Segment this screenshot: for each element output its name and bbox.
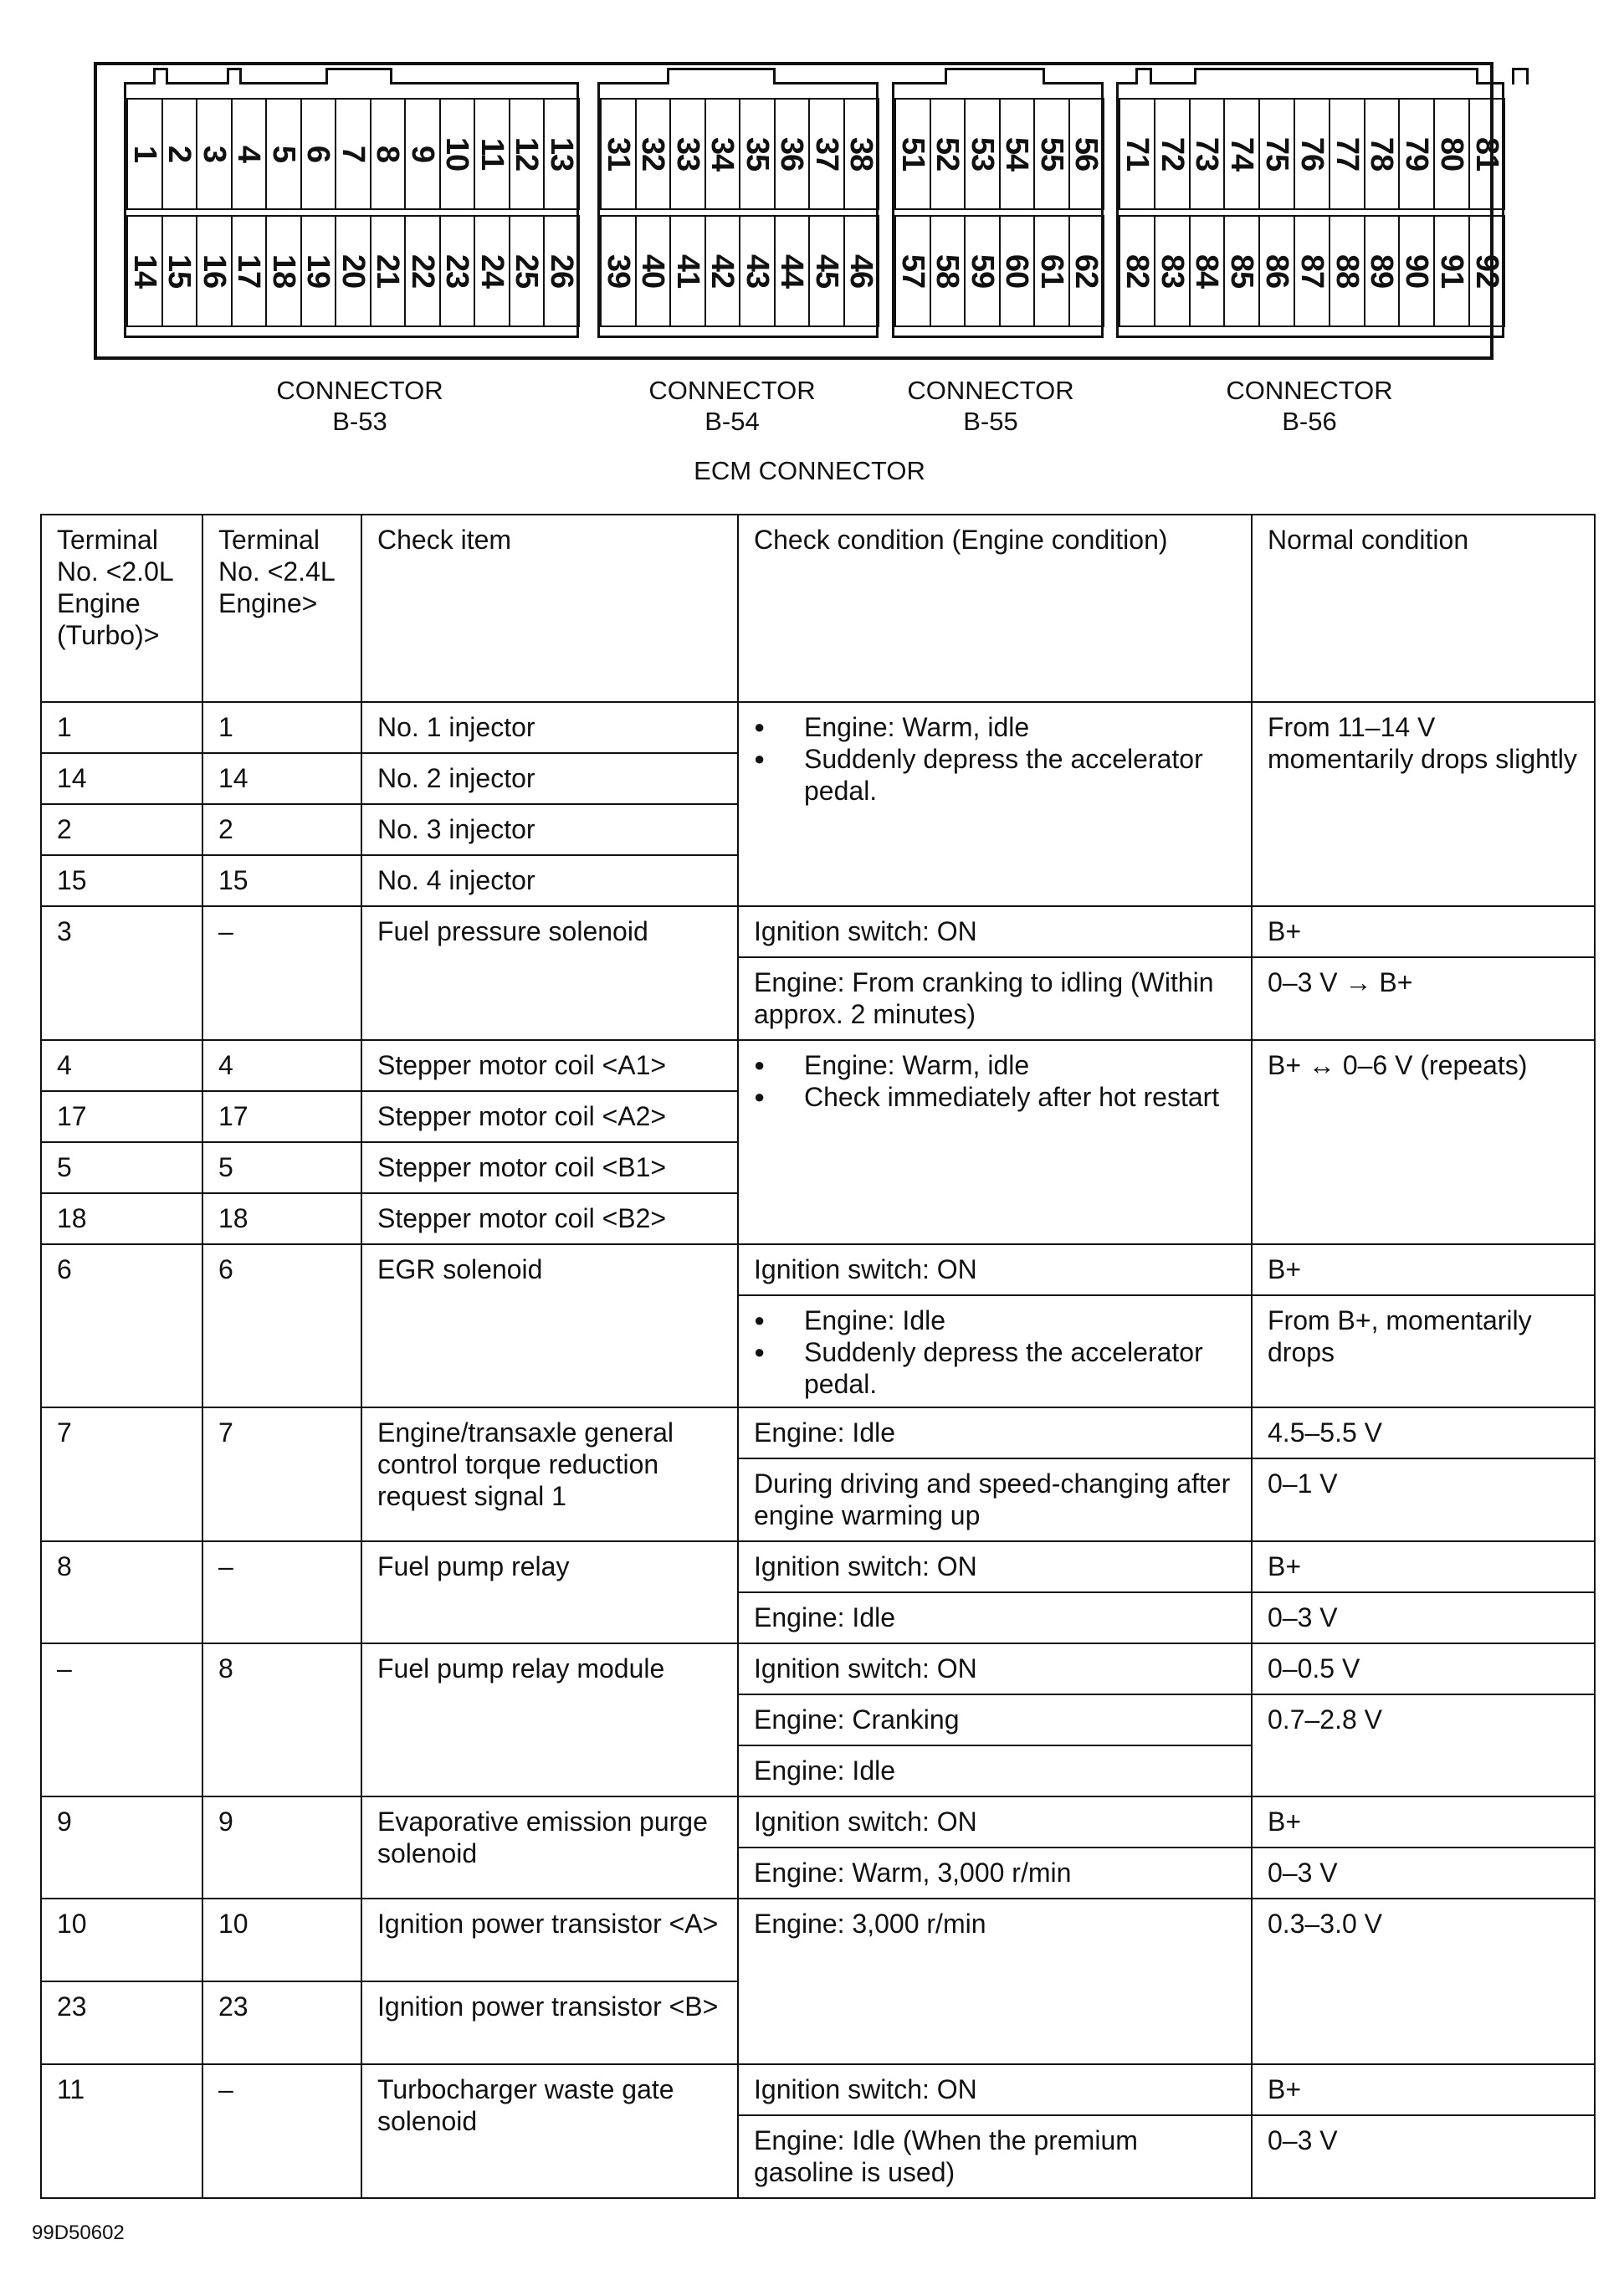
connector-pin — [474, 215, 510, 327]
table-row: Engine: Idle — [41, 1745, 1595, 1796]
connector-b53 — [124, 82, 579, 338]
table-row: Engine: Idle 0–3 V — [41, 1592, 1595, 1643]
connector-pin-number: 23 — [439, 254, 475, 289]
table-row: Engine: Cranking 0.7–2.8 V — [41, 1694, 1595, 1745]
connector-pin-number: 87 — [1294, 254, 1330, 289]
connector-pin-number: 56 — [1068, 136, 1104, 172]
table-row: 4 4 Stepper motor coil <A1> ● Engine: Warm, idle ● Check immediately after hot restart B+ ↔ 0–6 V (repeats) — [41, 1040, 1595, 1091]
connector-pin-number: 91 — [1434, 254, 1470, 289]
connector-pin-number: 62 — [1068, 254, 1104, 289]
connector-latch-tab — [1194, 68, 1478, 85]
connector-pin — [1364, 215, 1401, 327]
connector-pin-number: 46 — [843, 254, 879, 289]
connector-pin-number: 90 — [1399, 254, 1435, 289]
connector-pin-number: 55 — [1033, 136, 1069, 172]
header-terminal-2-4l: Terminal No. <2.4L Engine> — [202, 515, 361, 702]
connector-pin-number: 52 — [930, 136, 966, 172]
connector-pin — [509, 98, 546, 210]
header-check-condition: Check condition (Engine condition) — [738, 515, 1252, 702]
connector-pin — [1068, 215, 1105, 327]
ecm-connector-title: ECM CONNECTOR — [694, 456, 925, 485]
connector-pin — [231, 215, 268, 327]
table-row: During driving and speed-changing after engine warming up 0–1 V — [41, 1458, 1595, 1541]
connector-pin — [739, 98, 776, 210]
connector-pin — [1119, 215, 1155, 327]
connector-pin — [1398, 215, 1435, 327]
connector-pin-number: 42 — [704, 254, 740, 289]
connector-pin-number: 79 — [1399, 136, 1435, 172]
connector-pin-number: 71 — [1119, 136, 1155, 172]
connector-pin-number: 39 — [600, 254, 636, 289]
connector-pin — [669, 98, 706, 210]
table-row: Engine: Idle (When the premium gasoline is used) 0–3 V — [41, 2115, 1595, 2198]
connector-pin-number: 43 — [739, 254, 775, 289]
connector-pin — [1033, 98, 1070, 210]
connector-pin-number: 9 — [404, 145, 440, 163]
terminal-check-table — [40, 514, 1596, 2199]
connector-pin-number: 12 — [509, 136, 545, 172]
connector-pin — [704, 215, 741, 327]
connector-pin — [1364, 98, 1401, 210]
connector-pin-number: 26 — [543, 254, 579, 289]
connector-b54 — [597, 82, 879, 338]
connector-pin-number: 59 — [964, 254, 1000, 289]
table-row: 7 7 Engine/transaxle general control torque reduction request signal 1 Engine: Idle 4.5–5.5 V — [41, 1407, 1595, 1458]
connector-pin — [808, 215, 845, 327]
connector-pin-number: 53 — [964, 136, 1000, 172]
connector-pin-number: 41 — [669, 254, 705, 289]
connector-pin-number: 37 — [808, 136, 844, 172]
connector-pin — [300, 215, 337, 327]
connector-label-b56: CONNECTOR B-56 — [1226, 376, 1393, 436]
connector-pin-number: 5 — [265, 145, 301, 163]
connector-b55 — [892, 82, 1104, 338]
header-normal-condition: Normal condition — [1252, 515, 1595, 702]
connector-pin — [370, 98, 407, 210]
connector-pin — [370, 215, 407, 327]
connector-pin — [231, 98, 268, 210]
connector-pin-number: 3 — [196, 145, 232, 163]
connector-latch-tab — [667, 68, 776, 85]
table-row: 14 14 No. 2 injector — [41, 753, 1595, 804]
connector-pin-number: 25 — [509, 254, 545, 289]
connector-pin-number: 82 — [1119, 254, 1155, 289]
ecm-connector-diagram — [94, 62, 1504, 360]
connector-pin-number: 61 — [1033, 254, 1069, 289]
table-row: 8 – Fuel pump relay Ignition switch: ON B+ — [41, 1541, 1595, 1592]
connector-pin — [999, 98, 1036, 210]
connector-pin-number: 45 — [808, 254, 844, 289]
connector-pin — [894, 215, 931, 327]
connector-pin — [161, 98, 198, 210]
connector-pin — [1068, 98, 1105, 210]
connector-pin — [704, 98, 741, 210]
injector-normal-condition: From 11–14 V momentarily drops slightly — [1252, 702, 1595, 906]
connector-pin-number: 72 — [1154, 136, 1190, 172]
connector-latch-tab — [227, 68, 242, 85]
connector-pin-number: 75 — [1259, 136, 1295, 172]
connector-pin — [1398, 98, 1435, 210]
connector-pin — [1329, 215, 1365, 327]
connector-pin-number: 22 — [404, 254, 440, 289]
connector-pin-number: 35 — [739, 136, 775, 172]
table-row: 1 1 No. 1 injector ● Engine: Warm, idle ● Suddenly depress the accelerator pedal. From 11–14 V momentarily drops slightly — [41, 702, 1595, 753]
connector-pin-number: 24 — [474, 254, 510, 289]
connector-pin — [843, 215, 880, 327]
table-row: 5 5 Stepper motor coil <B1> — [41, 1142, 1595, 1193]
connector-pin — [161, 215, 198, 327]
table-row: 2 2 No. 3 injector — [41, 804, 1595, 855]
connector-pin-number: 36 — [774, 136, 810, 172]
connector-pin — [1294, 215, 1330, 327]
connector-pin-number: 4 — [231, 145, 267, 163]
connector-pin-number: 32 — [635, 136, 671, 172]
connector-pin-number: 21 — [370, 254, 406, 289]
connector-latch-tab — [1135, 68, 1152, 85]
connector-pin — [265, 215, 302, 327]
connector-pin-number: 60 — [999, 254, 1035, 289]
connector-pin-number: 77 — [1329, 136, 1365, 172]
connector-pin — [1119, 98, 1155, 210]
connector-pin-number: 44 — [774, 254, 810, 289]
connector-pin — [669, 215, 706, 327]
connector-pin-number: 8 — [370, 145, 406, 163]
connector-pin-number: 86 — [1259, 254, 1295, 289]
connector-pin-number: 6 — [300, 145, 336, 163]
connector-pin — [404, 215, 441, 327]
connector-pin-number: 33 — [669, 136, 705, 172]
connector-pin-number: 89 — [1364, 254, 1400, 289]
table-row: 3 – Fuel pressure solenoid Ignition switch: ON B+ — [41, 906, 1595, 957]
connector-pin — [196, 215, 233, 327]
connector-pin-number: 57 — [894, 254, 930, 289]
connector-pin-number: 17 — [231, 254, 267, 289]
connector-label-b55: CONNECTOR B-55 — [907, 376, 1074, 436]
connector-pin — [404, 98, 441, 210]
connector-pin — [930, 98, 966, 210]
table-row: ● Engine: Idle ● Suddenly depress the accelerator pedal. From B+, momentarily drops — [41, 1295, 1595, 1407]
connector-pin — [1258, 98, 1295, 210]
connector-pin — [543, 98, 580, 210]
connector-pin — [1433, 215, 1470, 327]
connector-pin — [474, 98, 510, 210]
connector-pin-number: 81 — [1468, 136, 1504, 172]
table-row: Engine: From cranking to idling (Within approx. 2 minutes) 0–3 V → B+ — [41, 957, 1595, 1040]
connector-pin — [964, 98, 1001, 210]
connector-pin-number: 73 — [1189, 136, 1225, 172]
table-row: 6 6 EGR solenoid Ignition switch: ON B+ — [41, 1244, 1595, 1295]
table-header-row — [41, 515, 1595, 702]
connector-pin — [774, 215, 811, 327]
connector-pin-number: 2 — [161, 145, 197, 163]
connector-pin — [999, 215, 1036, 327]
connector-pin — [808, 98, 845, 210]
connector-pin — [509, 215, 546, 327]
connector-pin — [439, 98, 476, 210]
connector-pin-number: 38 — [843, 136, 879, 172]
table-row: 15 15 No. 4 injector — [41, 855, 1595, 906]
connector-pin — [1223, 98, 1260, 210]
connector-pin — [894, 98, 931, 210]
connector-pin — [843, 98, 880, 210]
stepper-check-condition: ● Engine: Warm, idle ● Check immediately after hot restart — [738, 1040, 1252, 1244]
connector-pin-number: 16 — [196, 254, 232, 289]
connector-pin — [635, 98, 672, 210]
connector-pin-number: 19 — [300, 254, 336, 289]
connector-pin-number: 84 — [1189, 254, 1225, 289]
connector-pin — [1223, 215, 1260, 327]
connector-pin — [600, 215, 637, 327]
connector-label-b53: CONNECTOR B-53 — [276, 376, 443, 436]
connector-pin — [335, 215, 371, 327]
connector-pin — [335, 98, 371, 210]
connector-pin — [600, 98, 637, 210]
connector-pin — [1154, 98, 1191, 210]
connector-pin — [739, 215, 776, 327]
connector-pin-number: 83 — [1154, 254, 1190, 289]
connector-pin-number: 11 — [474, 137, 510, 171]
connector-pin-number: 13 — [543, 136, 579, 172]
table-row: 11 – Turbocharger waste gate solenoid Ignition switch: ON B+ — [41, 2064, 1595, 2115]
connector-pin — [1468, 98, 1505, 210]
connector-pin-number: 15 — [161, 254, 197, 289]
connector-label-b54: CONNECTOR B-54 — [648, 376, 816, 436]
table-row: 17 17 Stepper motor coil <A2> — [41, 1091, 1595, 1142]
connector-pin-number: 14 — [126, 254, 162, 289]
connector-pin-number: 7 — [335, 145, 371, 163]
connector-latch-tab — [325, 68, 392, 85]
connector-pin-number: 76 — [1294, 136, 1330, 172]
connector-pin-number: 51 — [894, 136, 930, 172]
connector-pin-number: 88 — [1329, 254, 1365, 289]
connector-pin-number: 10 — [439, 136, 475, 172]
connector-pin — [1154, 215, 1191, 327]
connector-pin-number: 85 — [1224, 254, 1260, 289]
connector-pin — [774, 98, 811, 210]
connector-pin-number: 74 — [1224, 136, 1260, 172]
connector-pin-number: 1 — [126, 145, 162, 163]
connector-pin-number: 20 — [335, 254, 371, 289]
connector-pin-number: 78 — [1364, 136, 1400, 172]
connector-pin — [1258, 215, 1295, 327]
connector-latch-tab — [1512, 68, 1529, 85]
connector-pin — [1433, 98, 1470, 210]
connector-pin — [964, 215, 1001, 327]
table-row: 18 18 Stepper motor coil <B2> — [41, 1193, 1595, 1244]
document-id: 99D50602 — [32, 2222, 125, 2244]
connector-pin — [196, 98, 233, 210]
injector-check-condition: ● Engine: Warm, idle ● Suddenly depress the accelerator pedal. — [738, 702, 1252, 906]
connector-pin-number: 92 — [1468, 254, 1504, 289]
connector-pin — [1033, 215, 1070, 327]
connector-pin — [126, 215, 163, 327]
connector-pin-number: 34 — [704, 136, 740, 172]
header-terminal-2-0l: Terminal No. <2.0L Engine (Turbo)> — [41, 515, 202, 702]
table-row: 23 23 Ignition power transistor <B> — [41, 1981, 1595, 2064]
connector-pin — [930, 215, 966, 327]
connector-pin-number: 54 — [999, 136, 1035, 172]
connector-pin-number: 18 — [265, 254, 301, 289]
connector-latch-tab — [153, 68, 168, 85]
table-row: Engine: Warm, 3,000 r/min 0–3 V — [41, 1848, 1595, 1899]
header-check-item: Check item — [361, 515, 738, 702]
connector-pin — [635, 215, 672, 327]
connector-latch-tab — [945, 68, 1045, 85]
stepper-normal-condition: B+ ↔ 0–6 V (repeats) — [1252, 1040, 1595, 1244]
connector-pin — [1294, 98, 1330, 210]
connector-b56 — [1116, 82, 1504, 338]
connector-pin — [300, 98, 337, 210]
connector-pin — [1468, 215, 1505, 327]
connector-pin — [543, 215, 580, 327]
connector-pin — [1189, 215, 1226, 327]
connector-pin-number: 80 — [1434, 136, 1470, 172]
table-row: 10 10 Ignition power transistor <A> Engine: 3,000 r/min 0.3–3.0 V — [41, 1899, 1595, 1981]
connector-pin — [1189, 98, 1226, 210]
connector-pin-number: 31 — [600, 136, 636, 172]
table-row: 9 9 Evaporative emission purge solenoid Ignition switch: ON B+ — [41, 1796, 1595, 1848]
connector-pin — [1329, 98, 1365, 210]
connector-pin-number: 58 — [930, 254, 966, 289]
connector-pin-number: 40 — [635, 254, 671, 289]
table-row: – 8 Fuel pump relay module Ignition switch: ON 0–0.5 V — [41, 1643, 1595, 1694]
connector-pin — [439, 215, 476, 327]
connector-pin — [265, 98, 302, 210]
connector-pin — [126, 98, 163, 210]
